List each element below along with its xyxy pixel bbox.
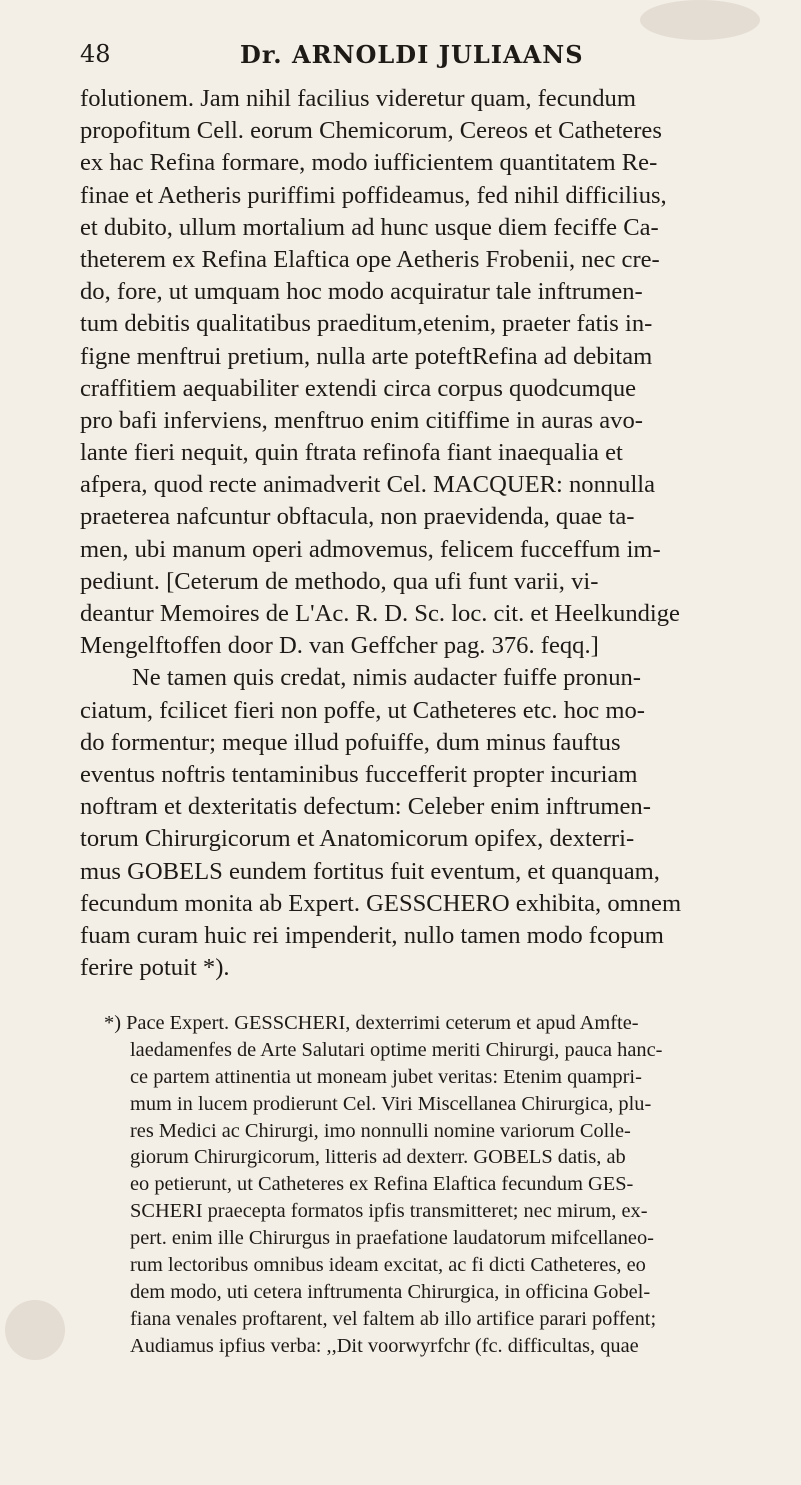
footnote-line: res Medici ac Chirurgi, imo nonnulli nomine variorum Colle- (130, 1119, 631, 1142)
running-title: Dr. ARNOLDI JULIAANS (240, 40, 584, 69)
text-line: tum debitis qualitatibus praeditum,etenim, praeter fatis in- (80, 310, 653, 338)
footnote-line: ce partem attinentia ut moneam jubet veritas: Etenim quampri- (130, 1065, 642, 1088)
paper-stain (640, 0, 760, 40)
footnote-line: *) Pace Expert. GESSCHERI, dexterrimi ceterum et apud Amfte- (104, 1012, 639, 1034)
footnote-line: pert. enim ille Chirurgus in praefatione laudatorum mifcellaneo- (130, 1227, 654, 1250)
footnote-line: mum in lucem prodierunt Cel. Viri Miscellanea Chirurgica, plu- (130, 1092, 652, 1115)
footnote-line: eo petierunt, ut Catheteres ex Refina Elaftica fecundum GES- (130, 1173, 634, 1196)
text-line: Ne tamen quis credat, nimis audacter fuiffe pronun- (132, 664, 641, 692)
page-number: 48 (80, 40, 111, 68)
footnote-line: rum lectoribus omnibus ideam excitat, ac fi dicti Catheteres, eo (130, 1254, 646, 1277)
paper-stain (5, 1300, 65, 1360)
text-line: et dubito, ullum mortalium ad hunc usque diem feciffe Ca- (80, 213, 659, 241)
footnote-line: giorum Chirurgicorum, litteris ad dexterr. GOBELS datis, ab (130, 1146, 626, 1169)
text-line: propofitum Cell. eorum Chemicorum, Cereos et Catheteres (80, 117, 662, 145)
text-line: mus GOBELS eundem fortitus fuit eventum, et quanquam, (80, 857, 660, 885)
text-line: ex hac Refina formare, modo iufficientem quantitatem Re- (80, 149, 658, 177)
text-line: lante fieri nequit, quin ftrata refinofa fiant inaequalia et (80, 439, 623, 467)
text-line: ferire potuit *). (80, 954, 230, 982)
text-line: do formentur; meque illud pofuiffe, dum minus fauftus (80, 728, 621, 756)
text-line: figne menftrui pretium, nulla arte poteftRefina ad debitam (80, 342, 653, 370)
footnote-line: fiana venales proftarent, vel faltem ab illo artifice parari poffent; (130, 1307, 657, 1330)
text-line: fecundum monita ab Expert. GESSCHERO exhibita, omnem (80, 889, 682, 917)
text-line: eventus noftris tentaminibus fuccefferit propter incuriam (80, 760, 638, 788)
text-line: deantur Memoires de L'Ac. R. D. Sc. loc. cit. et Heelkundige (80, 600, 680, 627)
text-line: noftram et dexteritatis defectum: Celeber enim inftrumen- (80, 793, 651, 821)
footnote-line: laedamenfes de Arte Salutari optime meriti Chirurgi, pauca hanc- (130, 1038, 663, 1061)
footnote-line: dem modo, uti cetera inftrumenta Chirurgica, in officina Gobel- (130, 1280, 651, 1303)
text-line: afpera, quod recte animadverit Cel. MACQUER: nonnulla (80, 471, 656, 499)
text-line: do, fore, ut umquam hoc modo acquiratur tale inftrumen- (80, 278, 643, 306)
footnote (104, 1010, 764, 1360)
text-line: praeterea nafcuntur obftacula, non praevidenda, quae ta- (80, 503, 635, 531)
text-line: folutionem. Jam nihil facilius videretur quam, fecundum (80, 85, 636, 112)
text-line: Mengelftoffen door D. van Geffcher pag. 376. feqq.] (80, 632, 599, 660)
main-text (80, 83, 770, 984)
text-line: theterem ex Refina Elaftica ope Aetheris Frobenii, nec cre- (80, 245, 660, 273)
running-head (80, 40, 760, 76)
text-line: fuam curam huic rei impenderit, nullo tamen modo fcopum (80, 921, 664, 949)
text-line: craffitiem aequabiliter extendi circa corpus quodcumque (80, 374, 637, 402)
footnote-line: Audiamus ipfius verba: ,,Dit voorwyrfchr (fc. difficultas, quae (130, 1334, 639, 1357)
text-line: torum Chirurgicorum et Anatomicorum opifex, dexterri- (80, 825, 635, 853)
text-line: finae et Aetheris puriffimi poffideamus, fed nihil difficilius, (80, 181, 667, 209)
text-line: ciatum, fcilicet fieri non poffe, ut Catheteres etc. hoc mo- (80, 696, 645, 724)
footnote-line: SCHERI praecepta formatos ipfis transmitteret; nec mirum, ex- (130, 1200, 648, 1223)
text-line: pro bafi inferviens, menftruo enim citiffime in auras avo- (80, 406, 643, 434)
text-line: pediunt. [Ceterum de methodo, qua ufi funt varii, vi- (80, 567, 599, 595)
text-line: men, ubi manum operi admovemus, felicem fucceffum im- (80, 535, 661, 563)
